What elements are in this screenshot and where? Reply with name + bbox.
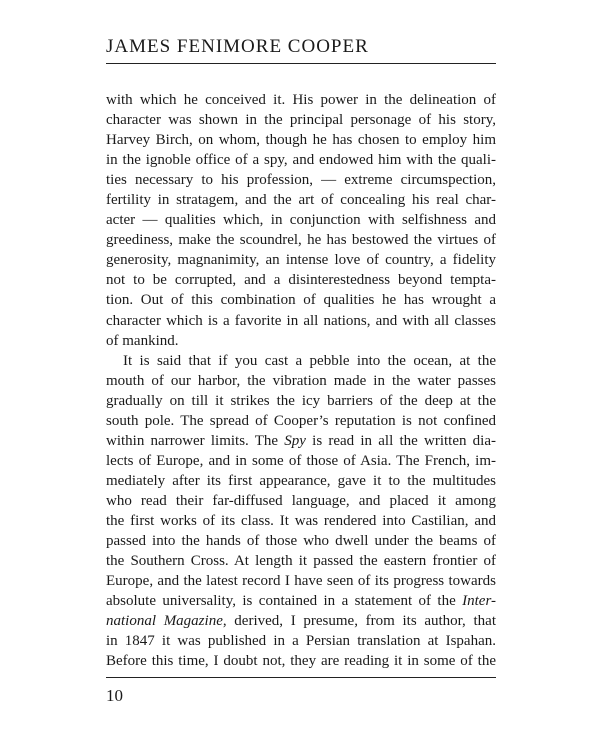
line-text: fertility in stratagem, and the art of concealing his real char- bbox=[106, 192, 496, 209]
running-head-title: JAMES FENIMORE COOPER bbox=[106, 36, 369, 57]
text-line bbox=[106, 651, 496, 671]
line-text: It is said that if you cast a pebble into the ocean, at the bbox=[123, 352, 496, 369]
text-line bbox=[106, 210, 496, 230]
text-line bbox=[106, 511, 496, 531]
line-text: the first works of its class. It was rendered into Castilian, and bbox=[106, 512, 496, 529]
line-text: acter — qualities which, in conjunction with selfishness and bbox=[106, 212, 496, 229]
line-text: passed into the hands of those who dwell under the beams of bbox=[106, 533, 496, 550]
text-line bbox=[106, 351, 496, 371]
line-text: mediately after its first appearance, gave it to the multitudes bbox=[106, 472, 496, 489]
text-line bbox=[106, 491, 496, 511]
italic-text: Spy bbox=[284, 432, 306, 449]
text-line bbox=[106, 391, 496, 411]
line-text: generosity, magnanimity, an intense love of country, a fidelity bbox=[106, 252, 496, 269]
line-text: not to be corrupted, and a disinterestedness beyond tempta- bbox=[106, 272, 496, 289]
text-line bbox=[106, 471, 496, 491]
text-line bbox=[106, 551, 496, 571]
text-line bbox=[106, 110, 496, 130]
line-text: south pole. The spread of Cooper’s reputation is not confined bbox=[106, 412, 496, 429]
text-line bbox=[106, 170, 496, 190]
header-rule bbox=[106, 63, 496, 64]
footer-rule bbox=[106, 677, 496, 678]
text-line bbox=[106, 611, 496, 631]
line-text: with which he conceived it. His power in the delineation of bbox=[106, 92, 496, 108]
line-text: tion. Out of this combination of qualities he has wrought a bbox=[106, 292, 496, 309]
text-line bbox=[106, 290, 496, 310]
line-text: in 1847 it was published in a Persian translation at Ispahan. bbox=[106, 633, 496, 650]
text-line bbox=[106, 631, 496, 651]
line-text: of mankind. bbox=[106, 332, 179, 349]
line-text: is read in all the written dia- bbox=[305, 432, 497, 449]
text-line bbox=[106, 90, 496, 110]
line-text: greediness, make the scoundrel, he has bestowed the virtues of bbox=[106, 232, 496, 249]
text-line bbox=[106, 591, 496, 611]
line-text: Europe, and the latest record I have seen of its progress towards bbox=[106, 573, 496, 590]
line-text: gradually on till it strikes the icy barriers of the deep at the bbox=[106, 392, 496, 409]
line-text: , derived, I presume, from its author, that bbox=[222, 613, 496, 630]
text-line bbox=[106, 451, 496, 471]
line-text: character which is a favorite in all nations, and with all classes bbox=[106, 312, 496, 329]
body-text bbox=[106, 90, 496, 671]
line-text: who read their far-diffused language, and placed it among bbox=[106, 492, 496, 509]
line-text: within narrower limits. The bbox=[106, 432, 285, 449]
line-text: ties necessary to his profession, — extreme circumspection, bbox=[106, 172, 496, 189]
line-text: character was shown in the principal personage of his story, bbox=[106, 112, 496, 129]
text-line bbox=[106, 250, 496, 270]
text-line bbox=[106, 130, 496, 150]
page-number: 10 bbox=[106, 686, 123, 705]
text-line bbox=[106, 571, 496, 591]
line-text: lects of Europe, and in some of those of Asia. The French, im- bbox=[106, 452, 496, 469]
text-line bbox=[106, 531, 496, 551]
italic-text: national Magazine bbox=[106, 613, 223, 630]
text-line bbox=[106, 411, 496, 431]
italic-text: Inter- bbox=[462, 593, 496, 610]
text-line bbox=[106, 150, 496, 170]
line-text: absolute universality, is contained in a statement of the bbox=[106, 593, 463, 610]
text-line bbox=[106, 431, 496, 451]
text-line bbox=[106, 371, 496, 391]
line-text: Harvey Birch, on whom, though he has chosen to employ him bbox=[106, 132, 496, 149]
line-text: in the ignoble office of a spy, and endowed him with the quali- bbox=[106, 152, 496, 169]
line-text: the Southern Cross. At length it passed the eastern frontier of bbox=[106, 553, 496, 570]
line-text: mouth of our harbor, the vibration made in the water passes bbox=[106, 372, 496, 389]
text-line bbox=[106, 270, 496, 290]
text-line bbox=[106, 230, 496, 250]
text-line bbox=[106, 190, 496, 210]
text-line bbox=[106, 331, 496, 351]
text-line bbox=[106, 311, 496, 331]
line-text: Before this time, I doubt not, they are reading it in some of the bbox=[106, 653, 496, 670]
